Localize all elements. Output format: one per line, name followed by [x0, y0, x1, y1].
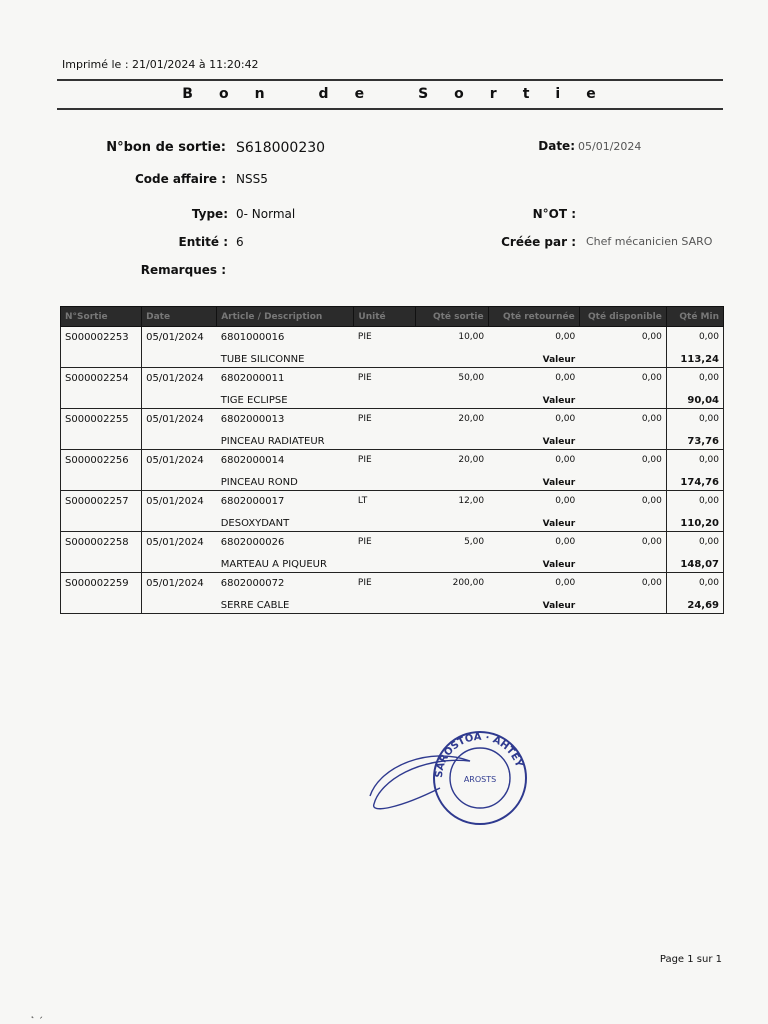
row-unite: PIE	[354, 327, 415, 351]
row-qte-sortie: 20,00	[415, 409, 488, 433]
row-qte-disponible: 0,00	[579, 450, 666, 474]
row-valeur-label: Valeur	[488, 473, 579, 491]
title-letter: o	[218, 86, 231, 102]
row-date: 05/01/2024	[142, 532, 217, 556]
row-qte-disponible: 0,00	[579, 327, 666, 351]
row-qte-min: 0,00	[666, 409, 723, 433]
row-description: TUBE SILICONNE	[217, 350, 488, 368]
table-row	[61, 368, 724, 392]
signature-stroke	[370, 756, 470, 809]
row-unite: PIE	[354, 409, 415, 433]
row-valeur-amount: 148,07	[666, 555, 723, 573]
table-row-detail	[61, 596, 724, 614]
title-letter: i	[555, 86, 563, 102]
row-article: 6802000072	[217, 573, 354, 597]
entite-label: Entité :	[178, 235, 228, 249]
row-unite: PIE	[354, 450, 415, 474]
stamp-ring-text: SAROSTOA · AHTEY	[433, 731, 525, 779]
row-qte-retournee: 0,00	[488, 409, 579, 433]
row-num-sortie: S000002257	[61, 491, 142, 515]
table-row-detail	[61, 350, 724, 368]
row-qte-disponible: 0,00	[579, 409, 666, 433]
title-letter: e	[586, 86, 598, 102]
row-qte-disponible: 0,00	[579, 368, 666, 392]
title-letter: B	[182, 86, 195, 102]
row-description: PINCEAU RADIATEUR	[217, 432, 488, 450]
row-qte-disponible: 0,00	[579, 573, 666, 597]
table-row-detail	[61, 432, 724, 450]
date-value: 05/01/2024	[578, 140, 642, 153]
row-unite: PIE	[354, 368, 415, 392]
row-unite: LT	[354, 491, 415, 515]
row-article: 6802000014	[217, 450, 354, 474]
row-article: 6802000013	[217, 409, 354, 433]
row-unite: PIE	[354, 573, 415, 597]
table-row-detail	[61, 514, 724, 532]
stamp-signature	[360, 726, 560, 836]
row-valeur-amount: 90,04	[666, 391, 723, 409]
header-qte-disponible: Qté disponible	[579, 307, 666, 327]
page-number: Page 1 sur 1	[659, 954, 722, 965]
date-label: Date:	[538, 139, 575, 153]
row-description: SERRE CABLE	[217, 596, 488, 614]
row-article: 6801000016	[217, 327, 354, 351]
title-letter: n	[254, 86, 267, 102]
row-description: DESOXYDANT	[217, 514, 488, 532]
document-title	[57, 86, 723, 102]
printed-timestamp: Imprimé le : 21/01/2024 à 11:20:42	[62, 58, 259, 71]
title-letter: o	[454, 86, 466, 102]
table-row	[61, 573, 724, 597]
row-valeur-label: Valeur	[488, 514, 579, 532]
row-num-sortie: S000002254	[61, 368, 142, 392]
table-row	[61, 491, 724, 515]
row-unite: PIE	[354, 532, 415, 556]
type-label: Type:	[191, 207, 228, 221]
row-qte-sortie: 5,00	[415, 532, 488, 556]
row-valeur-amount: 73,76	[666, 432, 723, 450]
row-date: 05/01/2024	[142, 491, 217, 515]
created-by-label: Créée par :	[501, 235, 576, 249]
header-date: Date	[142, 307, 217, 327]
row-num-sortie: S000002255	[61, 409, 142, 433]
row-valeur-label: Valeur	[488, 432, 579, 450]
row-qte-min: 0,00	[666, 573, 723, 597]
top-rule	[57, 79, 723, 81]
type-value: 0- Normal	[236, 207, 296, 221]
row-valeur-amount: 174,76	[666, 473, 723, 491]
row-qte-retournee: 0,00	[488, 532, 579, 556]
row-description: PINCEAU ROND	[217, 473, 488, 491]
row-article: 6802000011	[217, 368, 354, 392]
row-date: 05/01/2024	[142, 409, 217, 433]
row-qte-retournee: 0,00	[488, 491, 579, 515]
header-qte-min: Qté Min	[666, 307, 723, 327]
header-article: Article / Description	[217, 307, 354, 327]
row-description: MARTEAU A PIQUEUR	[217, 555, 488, 573]
row-qte-sortie: 20,00	[415, 450, 488, 474]
header-qte-retournee: Qté retournée	[488, 307, 579, 327]
title-letter: r	[489, 86, 499, 102]
bon-number-label: N°bon de sortie:	[106, 140, 226, 155]
title-rule	[57, 108, 723, 110]
row-num-sortie: S000002256	[61, 450, 142, 474]
bon-number-value: S618000230	[236, 140, 326, 156]
title-letter: e	[354, 86, 367, 102]
row-qte-min: 0,00	[666, 491, 723, 515]
row-qte-retournee: 0,00	[488, 573, 579, 597]
table-row	[61, 532, 724, 556]
ot-label: N°OT :	[532, 207, 576, 221]
row-article: 6802000026	[217, 532, 354, 556]
title-letter: d	[318, 86, 331, 102]
row-valeur-label: Valeur	[488, 555, 579, 573]
row-date: 05/01/2024	[142, 450, 217, 474]
table-header-row	[61, 307, 724, 327]
row-qte-disponible: 0,00	[579, 532, 666, 556]
table-row-detail	[61, 555, 724, 573]
row-description: TIGE ECLIPSE	[217, 391, 488, 409]
row-valeur-label: Valeur	[488, 391, 579, 409]
items-table	[60, 306, 724, 614]
created-by-value: Chef mécanicien SARO	[586, 235, 713, 248]
code-affaire-label: Code affaire :	[134, 172, 226, 186]
header-unite: Unité	[354, 307, 415, 327]
entite-value: 6	[236, 235, 244, 249]
row-qte-sortie: 12,00	[415, 491, 488, 515]
code-affaire-value: NSS5	[236, 172, 268, 186]
row-num-sortie: S000002259	[61, 573, 142, 597]
row-qte-disponible: 0,00	[579, 491, 666, 515]
row-article: 6802000017	[217, 491, 354, 515]
row-valeur-amount: 24,69	[666, 596, 723, 614]
row-valeur-label: Valeur	[488, 350, 579, 368]
table-row-detail	[61, 473, 724, 491]
remarques-label: Remarques :	[140, 263, 226, 277]
table-row-detail	[61, 391, 724, 409]
stamp-center-text: AROSTS	[463, 775, 497, 784]
header-num-sortie: N°Sortie	[61, 307, 142, 327]
row-valeur-label: Valeur	[488, 596, 579, 614]
row-valeur-amount: 113,24	[666, 350, 723, 368]
row-num-sortie: S000002258	[61, 532, 142, 556]
scan-mark: ˛ ˏ	[30, 1008, 44, 1019]
row-valeur-amount: 110,20	[666, 514, 723, 532]
header-qte-sortie: Qté sortie	[415, 307, 488, 327]
row-qte-min: 0,00	[666, 532, 723, 556]
row-qte-min: 0,00	[666, 450, 723, 474]
table-row	[61, 409, 724, 433]
row-num-sortie: S000002253	[61, 327, 142, 351]
row-qte-retournee: 0,00	[488, 368, 579, 392]
row-qte-retournee: 0,00	[488, 450, 579, 474]
row-qte-retournee: 0,00	[488, 327, 579, 351]
row-date: 05/01/2024	[142, 327, 217, 351]
row-qte-sortie: 10,00	[415, 327, 488, 351]
row-qte-sortie: 50,00	[415, 368, 488, 392]
title-letter: t	[522, 86, 532, 102]
row-date: 05/01/2024	[142, 573, 217, 597]
title-letter: S	[418, 86, 431, 102]
table-row	[61, 450, 724, 474]
row-qte-min: 0,00	[666, 327, 723, 351]
row-qte-sortie: 200,00	[415, 573, 488, 597]
row-qte-min: 0,00	[666, 368, 723, 392]
table-row	[61, 327, 724, 351]
row-date: 05/01/2024	[142, 368, 217, 392]
